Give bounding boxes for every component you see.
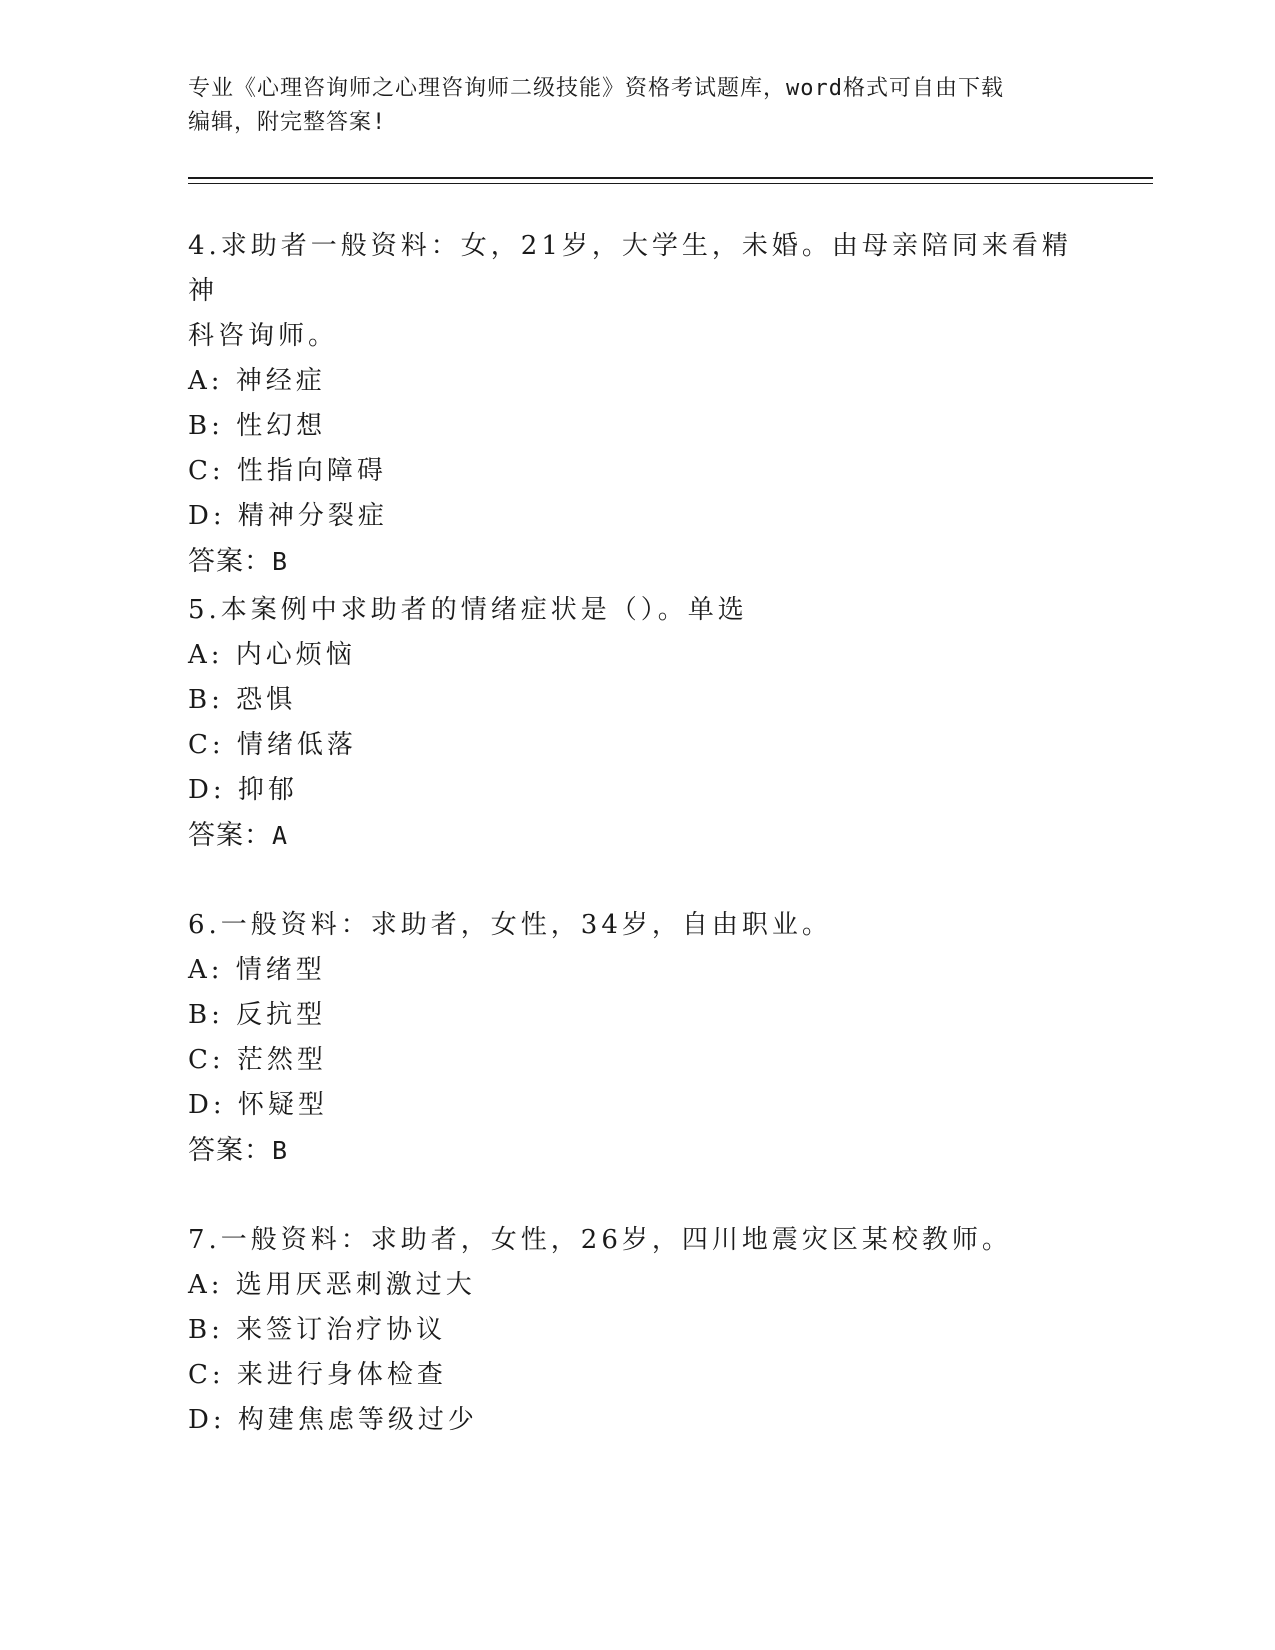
option-a: A: 选用厌恶刺激过大 — [188, 1270, 476, 1300]
option-a: A: 内心烦恼 — [188, 640, 356, 670]
option-d: D: 抑郁 — [188, 775, 298, 805]
option-d: D: 构建焦虑等级过少 — [188, 1405, 478, 1435]
question-7 — [188, 1218, 1088, 1443]
option-c: C: 情绪低落 — [188, 730, 357, 760]
option-c: C: 来进行身体检查 — [188, 1360, 447, 1390]
question-5 — [188, 588, 1088, 858]
question-stem: 4.求助者一般资料：女，21岁，大学生，未婚。由母亲陪同来看精神 — [188, 231, 1072, 306]
option-b: B: 性幻想 — [188, 411, 327, 441]
answer-value: A — [272, 821, 289, 850]
option-c: C: 茫然型 — [188, 1045, 327, 1075]
answer-label: 答案： — [188, 1135, 272, 1166]
answer-value: B — [272, 547, 289, 576]
option-d: D: 怀疑型 — [188, 1090, 328, 1120]
question-stem: 6.一般资料：求助者，女性，34岁，自由职业。 — [188, 910, 832, 940]
header-divider-thin — [188, 183, 1153, 184]
answer-value: B — [272, 1136, 289, 1165]
answer-label: 答案： — [188, 820, 272, 851]
answer-label: 答案： — [188, 546, 272, 577]
answer-line — [188, 539, 1088, 584]
document-header — [188, 72, 1088, 140]
answer-line — [188, 1128, 1088, 1173]
option-b: B: 恐惧 — [188, 685, 297, 715]
option-b: B: 来签订治疗协议 — [188, 1315, 447, 1345]
answer-line — [188, 813, 1088, 858]
header-line-1: 专业《心理咨询师之心理咨询师二级技能》资格考试题库，word格式可自由下载 — [188, 76, 1004, 101]
question-4 — [188, 224, 1088, 584]
header-line-2: 编辑，附完整答案! — [188, 110, 387, 135]
option-a: A: 神经症 — [188, 366, 326, 396]
option-d: D: 精神分裂症 — [188, 501, 388, 531]
question-stem: 5.本案例中求助者的情绪症状是（）。单选 — [188, 595, 748, 625]
question-stem-continued: 科咨询师。 — [188, 321, 339, 351]
question-6 — [188, 903, 1088, 1173]
option-b: B: 反抗型 — [188, 1000, 327, 1030]
option-c: C: 性指向障碍 — [188, 456, 387, 486]
header-divider-thick — [188, 177, 1153, 179]
option-a: A: 情绪型 — [188, 955, 326, 985]
question-stem: 7.一般资料：求助者，女性，26岁，四川地震灾区某校教师。 — [188, 1225, 1012, 1255]
